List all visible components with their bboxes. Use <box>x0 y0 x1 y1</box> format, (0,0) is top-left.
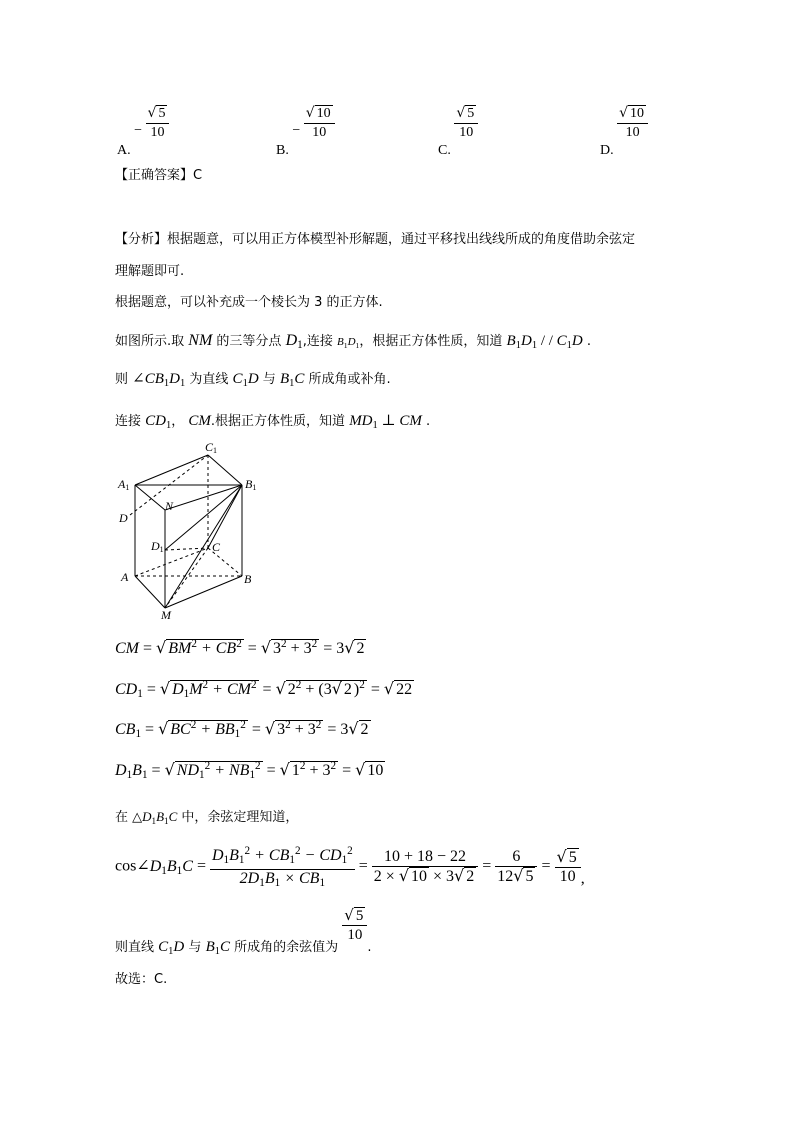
option-c[interactable] <box>438 104 478 159</box>
option-b-fraction: $\frac{√ 10}{10}$ <box>304 104 335 142</box>
label-d: D <box>119 511 128 525</box>
equation-d1b1: $D_1B_1$ = √ $ND_1^2 + NB_1^2$ = √ $1^2 + 3^2$ = √ 10 <box>115 760 384 781</box>
choose-line: 故选：C. <box>115 972 168 987</box>
equation-cm: CM = √ $BM^2 + CB^2$ = √ $3^2 + 3^2 = 3√$ 2 <box>115 638 365 657</box>
edge-c1-b1 <box>208 455 242 485</box>
label-d1: D1 <box>151 539 164 554</box>
label-c1: C1 <box>205 440 218 455</box>
label-c: C <box>212 540 221 554</box>
analysis-line-1: 【分析】根据题意，可以用正方体模型补形解题，通过平移找出线线所成的角度借助余弦定 <box>115 232 636 247</box>
option-b-label: B. <box>276 143 289 159</box>
option-d-fraction: $\frac{√ 10}{10}$ <box>617 104 648 142</box>
final-line: 则直线 $C_1D$ 与 $B_1C$ 所成角的余弦值为 $\frac{√ 5}{10}$ . <box>115 906 372 957</box>
analysis-line-5: 则 $\angle CB_1D_1$ 为直线 $C_1D$ 与 $B_1C$ 所成角或补角. <box>115 371 391 389</box>
option-c-label: C. <box>438 143 451 159</box>
option-a[interactable] <box>117 104 169 159</box>
analysis-line-2: 理解题即可. <box>115 264 185 279</box>
label-a: A <box>121 570 129 584</box>
label-n: N <box>165 499 174 513</box>
analysis-line-6: 连接 $CD_1$， CM.根据正方体性质，知道 $MD_1$ ⊥ CM . <box>115 413 431 431</box>
cube-figure <box>110 438 270 623</box>
option-d[interactable] <box>600 104 648 159</box>
edge-a-m <box>135 576 165 608</box>
option-a-sign: − <box>134 123 143 139</box>
option-a-fraction: $\frac{√ 5}{10}$ <box>146 104 170 142</box>
option-b-sign: − <box>292 123 301 139</box>
hidden-a-c <box>135 548 208 576</box>
correct-answer: 【正确答案】C <box>115 168 203 183</box>
label-b: B <box>244 572 252 586</box>
option-c-fraction: $\frac{√ 5}{10}$ <box>454 104 478 142</box>
edge-a1-c1 <box>135 455 208 485</box>
equation-cb1: $CB_1$ = √ $BC^2 + BB_1^2$ = √ $3^2 + 3^2 = 3√$ 2 <box>115 719 369 740</box>
equation-cosine: $\cos\angle D_1B_1C$ = $\frac{D_1B_1^2 + CB_1^2 - CD_1^2}{2D_1B_1 \times CB_1}$ = $\frac{10 + 18 - 22}{2 \times √ 10 \times 3√ 2}$ = $\frac{6}{12√ 5}$ = $\frac{√ 5}{10}$ , <box>115 842 585 892</box>
option-b[interactable] <box>276 104 335 159</box>
analysis-line-4: 如图所示.取 NM 的三等分点 $D_1$,连接 $B_1D_1$，根据正方体性质，知道 $B_1D_1$ / / $C_1D$ . <box>115 332 592 351</box>
equation-cd1: $CD_1$ = √ $D_1M^2 + CM^2$ = √ $2^2 + (3√$ 2 )$^2$ = √ 22 <box>115 679 413 700</box>
triangle-line: 在 $\triangle D_1B_1C$ 中，余弦定理知道， <box>115 809 299 826</box>
label-b1: B1 <box>245 477 257 492</box>
segment-b1-m <box>165 485 242 608</box>
edge-a1-n <box>135 485 165 510</box>
analysis-line-3: 根据题意，可以补充成一个棱长为 3 的正方体. <box>115 295 383 310</box>
segment-d1-b1 <box>165 485 242 550</box>
option-a-label: A. <box>117 143 131 159</box>
label-m: M <box>161 608 171 622</box>
label-a1: A1 <box>118 477 130 492</box>
option-d-label: D. <box>600 143 614 159</box>
